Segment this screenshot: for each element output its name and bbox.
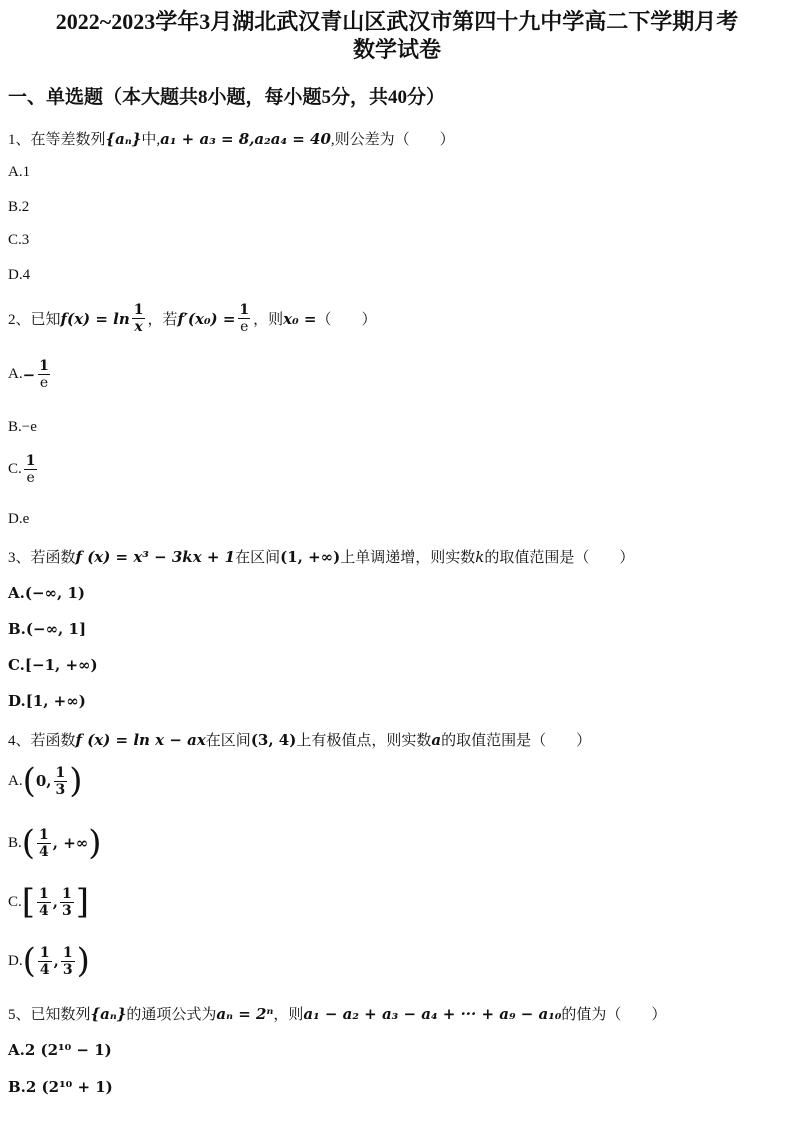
q4-d-den1: 4 bbox=[39, 961, 50, 978]
q2-c-fraction bbox=[24, 453, 38, 486]
q4-c-num2: 1 bbox=[62, 885, 72, 902]
q3-suffix: 的取值范围是（ ） bbox=[484, 550, 635, 566]
q4-option-a[interactable] bbox=[8, 761, 83, 801]
q4-d-fraction-2 bbox=[61, 945, 75, 978]
q2-fraction bbox=[132, 302, 146, 335]
q4-c-comma: , bbox=[52, 893, 59, 911]
question-3 bbox=[8, 546, 634, 567]
question-1 bbox=[8, 128, 455, 149]
q4-a-label: A. bbox=[8, 772, 23, 789]
question-5 bbox=[8, 1003, 666, 1024]
q2-a-sign: − bbox=[22, 365, 36, 384]
q2-frac-den: x bbox=[134, 319, 143, 335]
q4-option-d[interactable] bbox=[8, 941, 90, 981]
q3-option-b[interactable]: B.(−∞, 1] bbox=[8, 620, 87, 638]
q3-k: k bbox=[475, 547, 485, 566]
question-2 bbox=[8, 302, 377, 335]
q2-frac2-num: 1 bbox=[239, 302, 250, 318]
q4-mid2: 上有极值点，则实数 bbox=[296, 733, 432, 749]
q2-prefix: 2、已知 bbox=[8, 312, 61, 328]
q2-a-fraction bbox=[37, 358, 51, 391]
q2-suffix: （ ） bbox=[316, 312, 377, 328]
q1-option-b[interactable]: B.2 bbox=[8, 199, 30, 215]
q2-x0: x₀ = bbox=[283, 309, 317, 328]
q4-a-num: 1 bbox=[55, 764, 66, 781]
q4-b-left-paren: ( bbox=[21, 823, 36, 863]
q3-prefix: 3、若函数 bbox=[8, 550, 76, 566]
q3-mid: 在区间 bbox=[235, 550, 281, 566]
question-4 bbox=[8, 729, 591, 750]
q5-option-a[interactable]: A.2 (2¹⁰ − 1) bbox=[8, 1041, 112, 1059]
q4-mid: 在区间 bbox=[205, 733, 251, 749]
q5-mid2: ，则 bbox=[273, 1007, 304, 1023]
q3-option-a[interactable]: A.(−∞, 1) bbox=[8, 584, 85, 602]
q4-c-fraction-1 bbox=[37, 886, 51, 919]
q4-a: a bbox=[431, 730, 442, 749]
q2-fraction-2 bbox=[237, 302, 251, 335]
q4-d-num1: 1 bbox=[39, 944, 50, 961]
q5-set: {aₙ} bbox=[90, 1004, 127, 1023]
q4-c-left-bracket: [ bbox=[21, 882, 36, 922]
q3-function: f (x) = x³ − 3kx + 1 bbox=[75, 547, 236, 566]
q4-d-comma: , bbox=[53, 952, 59, 970]
q2-option-b[interactable]: B.−e bbox=[8, 419, 37, 435]
q2-a-den: e bbox=[39, 375, 49, 391]
q4-b-value: , +∞ bbox=[52, 834, 89, 852]
q1-suffix: ,则公差为（ ） bbox=[330, 132, 455, 148]
q4-b-den: 4 bbox=[39, 843, 49, 860]
q1-condition: a₁ + a₃ = 8,a₂a₄ = 40 bbox=[160, 129, 331, 148]
document-title bbox=[0, 8, 794, 64]
q5-suffix: 的值为（ ） bbox=[561, 1007, 667, 1023]
q4-a-fraction bbox=[54, 765, 68, 798]
q2-a-num: 1 bbox=[39, 358, 49, 374]
q2-mid: ，若 bbox=[147, 312, 178, 328]
q4-d-fraction-1 bbox=[38, 945, 52, 978]
q3-option-c[interactable]: C.[−1, +∞) bbox=[8, 656, 98, 674]
q1-set: {aₙ} bbox=[105, 129, 142, 148]
q2-mid2: ，则 bbox=[253, 312, 284, 328]
q5-expression: a₁ − a₂ + a₃ − a₄ + ··· + a₉ − a₁₀ bbox=[303, 1004, 562, 1023]
q1-option-d[interactable]: D.4 bbox=[8, 267, 31, 283]
q2-option-c[interactable] bbox=[8, 453, 40, 486]
q2-c-num: 1 bbox=[25, 453, 36, 469]
q5-mid: 的通项公式为 bbox=[126, 1007, 217, 1023]
q2-function: f(x) = ln bbox=[60, 309, 130, 328]
q1-prefix: 1、在等差数列 bbox=[8, 132, 106, 148]
title-line-1: 2022~2023学年3月湖北武汉青山区武汉市第四十九中学高二下学期月考 bbox=[55, 9, 739, 34]
q4-c-fraction-2 bbox=[60, 886, 74, 919]
q2-c-label: C. bbox=[8, 461, 22, 477]
q5-formula: aₙ = 2ⁿ bbox=[216, 1004, 274, 1023]
q2-option-a[interactable] bbox=[8, 358, 53, 391]
q4-function: f (x) = ln x − ax bbox=[75, 730, 206, 749]
q4-d-right-paren: ) bbox=[76, 941, 90, 981]
q4-d-den2: 3 bbox=[62, 961, 73, 978]
q4-d-num2: 1 bbox=[62, 944, 73, 961]
q2-frac-num: 1 bbox=[133, 302, 144, 318]
q2-c-den: e bbox=[26, 470, 35, 486]
q2-option-d[interactable]: D.e bbox=[8, 511, 30, 527]
title-line-2: 数学试卷 bbox=[352, 37, 441, 62]
q4-c-den2: 3 bbox=[62, 902, 72, 919]
q4-a-den: 3 bbox=[55, 781, 66, 798]
q4-d-left-paren: ( bbox=[22, 941, 36, 981]
q2-a-label: A. bbox=[8, 366, 23, 382]
q4-a-left-paren: ( bbox=[22, 761, 36, 801]
q5-option-b[interactable]: B.2 (2¹⁰ + 1) bbox=[8, 1078, 113, 1096]
q3-mid2: 上单调递增，则实数 bbox=[340, 550, 476, 566]
q4-interval: (3, 4) bbox=[250, 730, 297, 749]
q1-option-c[interactable]: C.3 bbox=[8, 232, 30, 248]
q4-b-num: 1 bbox=[39, 826, 49, 843]
q4-a-value: 0, bbox=[35, 772, 52, 790]
q4-option-b[interactable] bbox=[8, 823, 102, 863]
q4-b-fraction bbox=[37, 827, 51, 860]
q2-frac2-den: e bbox=[240, 319, 249, 335]
q4-b-label: B. bbox=[8, 834, 22, 851]
q4-d-label: D. bbox=[8, 952, 23, 969]
q4-b-right-paren: ) bbox=[88, 823, 102, 863]
q3-option-d[interactable]: D.[1, +∞) bbox=[8, 692, 86, 710]
q4-c-den1: 4 bbox=[39, 902, 49, 919]
q1-option-a[interactable]: A.1 bbox=[8, 164, 31, 180]
q4-c-num1: 1 bbox=[39, 885, 49, 902]
q4-c-right-bracket: ] bbox=[75, 882, 90, 922]
q4-suffix: 的取值范围是（ ） bbox=[441, 733, 592, 749]
q2-derivative: f′(x₀) = bbox=[177, 309, 236, 328]
q1-mid: 中, bbox=[141, 132, 161, 148]
q3-interval: (1, +∞) bbox=[280, 547, 341, 566]
q5-prefix: 5、已知数列 bbox=[8, 1007, 91, 1023]
q4-a-right-paren: ) bbox=[69, 761, 83, 801]
q4-prefix: 4、若函数 bbox=[8, 733, 76, 749]
section-heading: 一、单选题（本大题共8小题，每小题5分，共40分） bbox=[8, 87, 446, 108]
q4-option-c[interactable] bbox=[8, 882, 90, 922]
q4-c-label: C. bbox=[8, 893, 22, 910]
